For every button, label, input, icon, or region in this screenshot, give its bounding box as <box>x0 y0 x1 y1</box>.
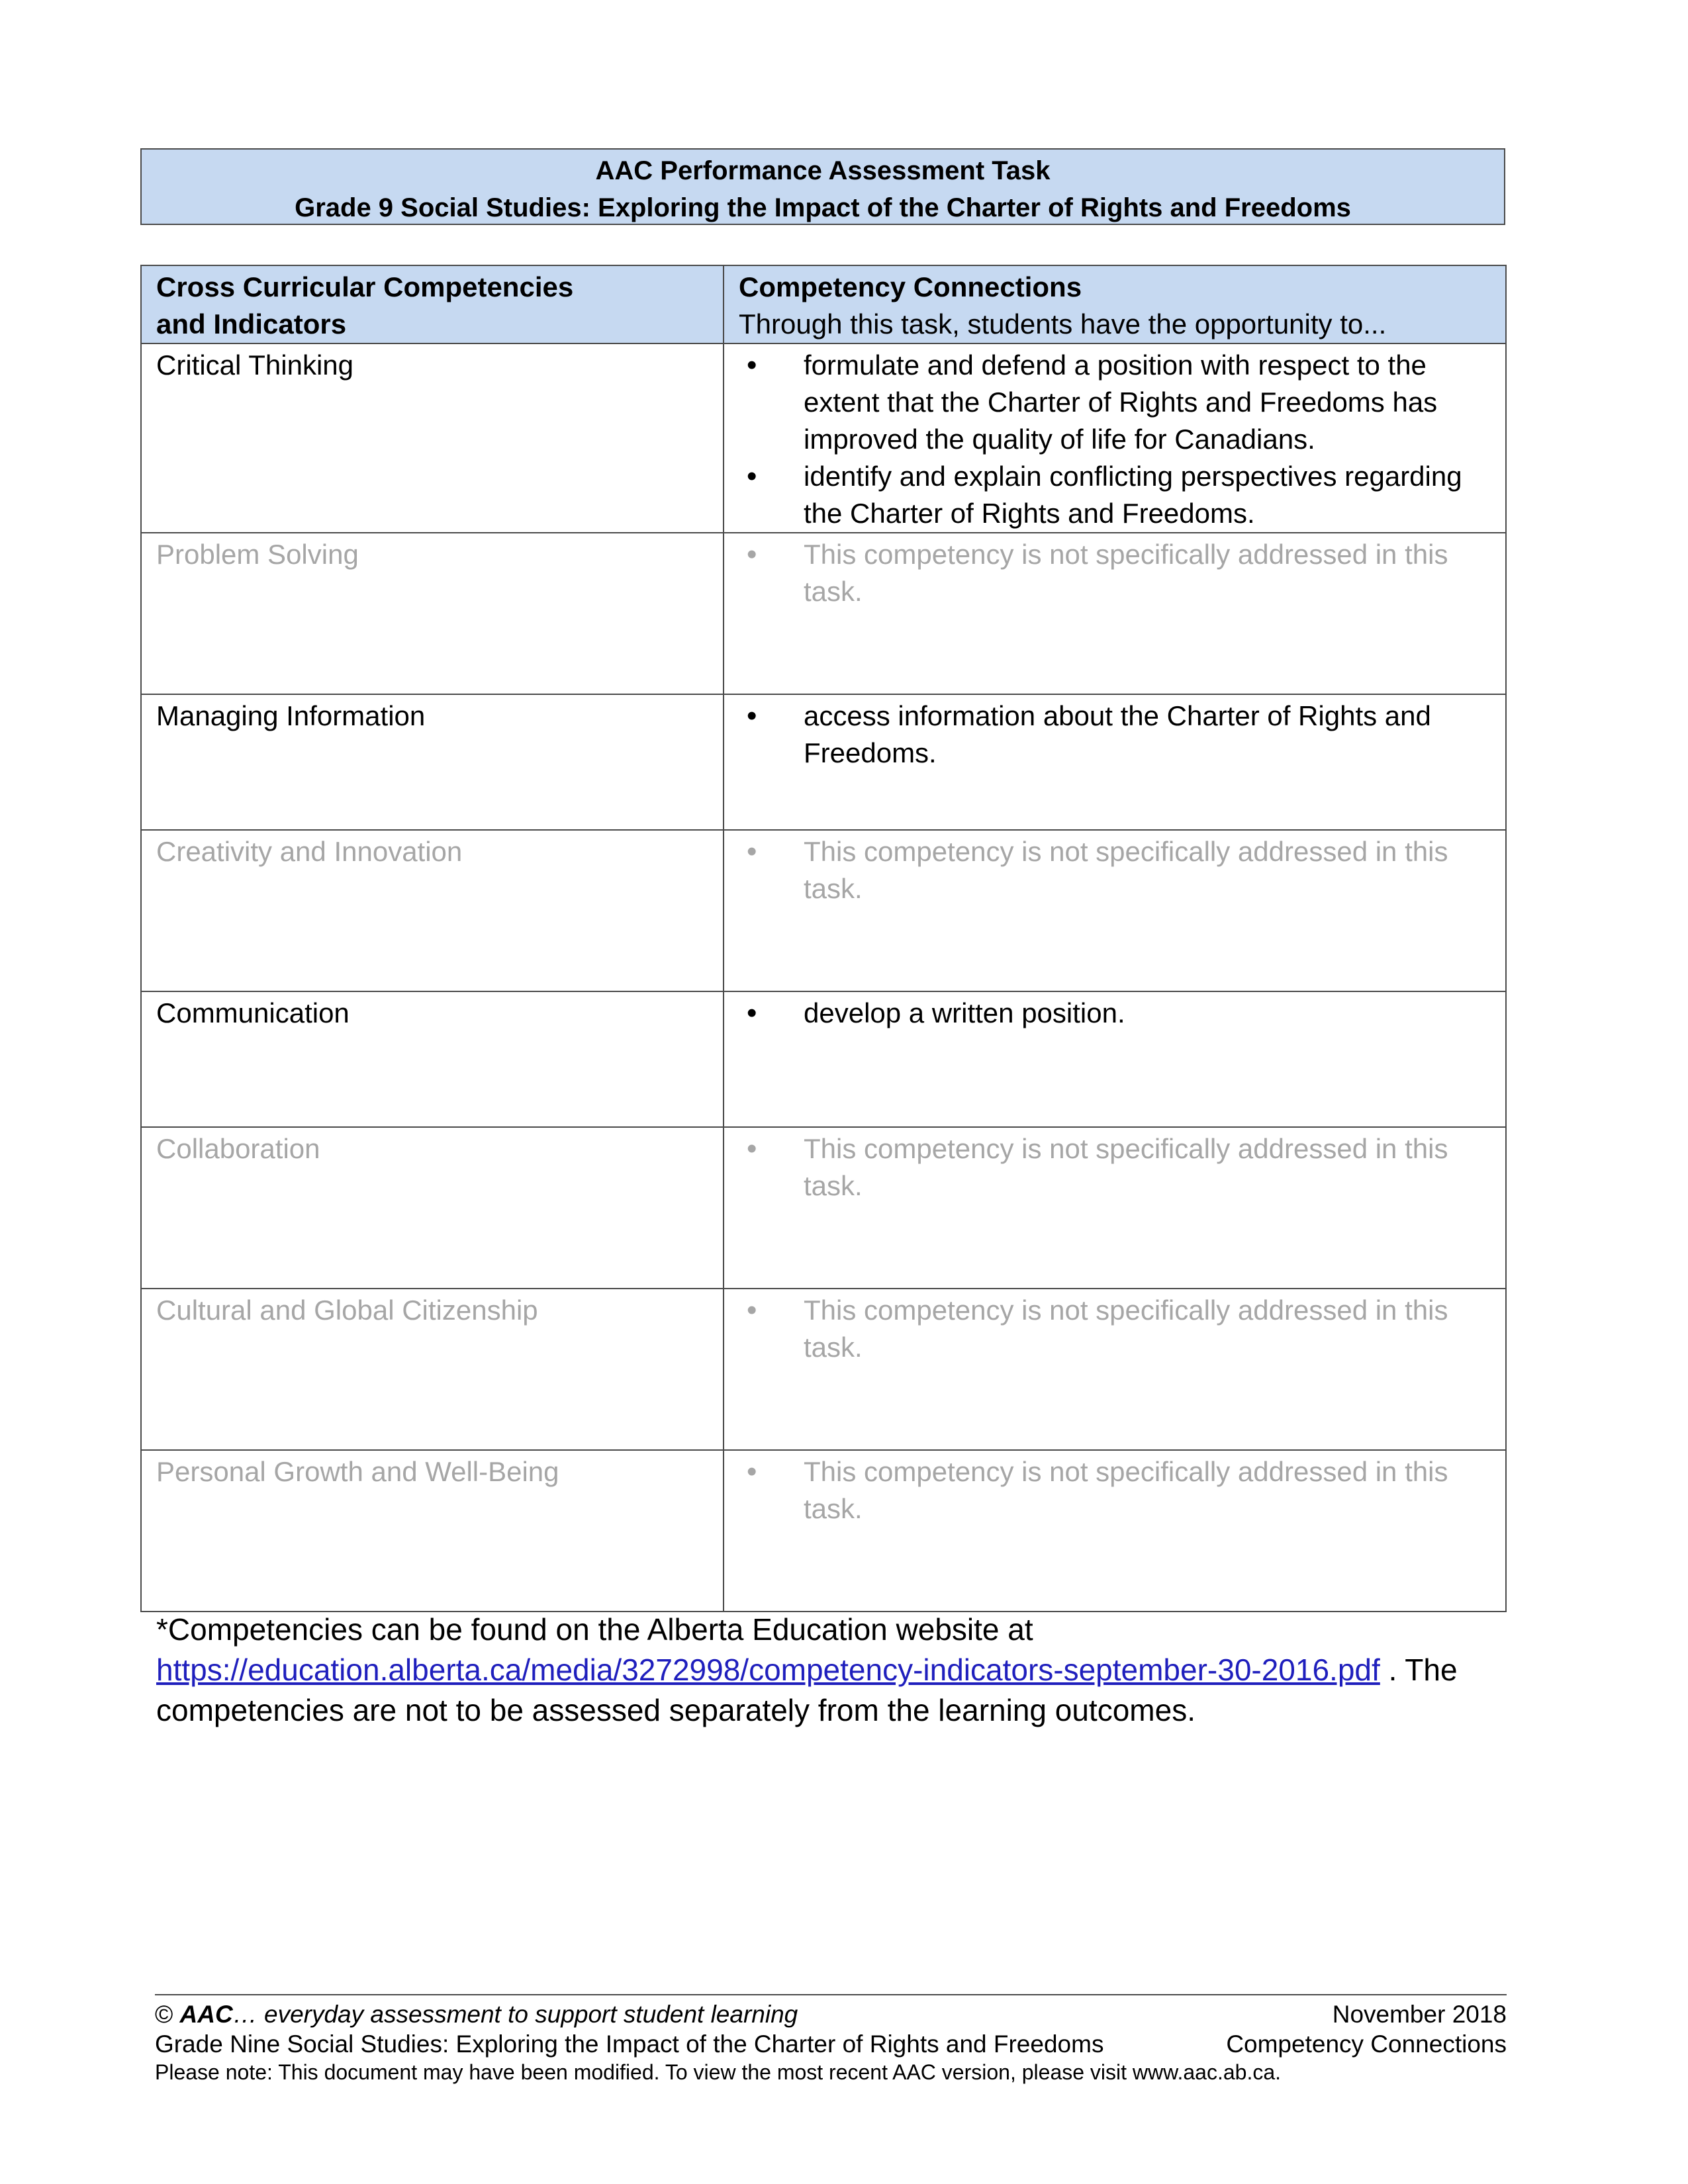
page-footer <box>155 1994 1507 2085</box>
copyright-symbol: © <box>155 2001 173 2028</box>
competency-connections <box>724 1127 1506 1289</box>
task-title: AAC Performance Assessment Task <box>595 156 1051 185</box>
table-row <box>141 343 1506 533</box>
list-item: • identify and explain conflicting perspectives regarding the Charter of Rights and Freedoms. <box>739 458 1491 532</box>
competency-connections <box>724 830 1506 991</box>
list-item: • formulate and defend a position with respect to the extent that the Charter of Rights and Freedoms has improved the quality of life for Canadians. <box>739 347 1491 458</box>
note-prefix: *Competencies can be found on the Alberta Education website at <box>156 1612 1033 1647</box>
competency-connections <box>724 533 1506 694</box>
list-item: • access information about the Charter of Rights and Freedoms. <box>739 698 1491 772</box>
table-header-row <box>141 265 1506 343</box>
list-item: • This competency is not specifically addressed in this task. <box>739 536 1491 610</box>
footer-tagline: … everyday assessment to support student learning <box>232 2001 798 2028</box>
competency-name: Critical Thinking <box>141 343 724 533</box>
note-body <box>156 1650 1507 1731</box>
list-item: • This competency is not specifically addressed in this task. <box>739 833 1491 907</box>
task-title-box <box>140 148 1505 225</box>
table-row <box>141 991 1506 1127</box>
table-row <box>141 694 1506 830</box>
competency-connections <box>724 1450 1506 1612</box>
competency-connections <box>724 694 1506 830</box>
competency-indicators-link[interactable]: https://education.alberta.ca/media/3272998/competency-indicators-september-30-2016.pdf <box>156 1653 1380 1687</box>
footer-row-2 <box>155 2029 1507 2059</box>
competency-name: Cultural and Global Citizenship <box>141 1289 724 1450</box>
task-subtitle: Grade 9 Social Studies: Exploring the Impact of the Charter of Rights and Freedoms <box>295 193 1351 222</box>
aac-brand: AAC <box>179 2001 233 2028</box>
column-header-competencies <box>141 265 724 343</box>
column-header-competencies-line2: and Indicators <box>156 308 347 340</box>
competency-connections <box>724 1289 1506 1450</box>
footer-tagline-group <box>155 1999 798 2029</box>
table-row <box>141 830 1506 991</box>
competency-name: Personal Growth and Well-Being <box>141 1450 724 1612</box>
competency-connections <box>724 343 1506 533</box>
list-item: • develop a written position. <box>739 995 1491 1032</box>
footer-doc-title: Grade Nine Social Studies: Exploring the Impact of the Charter of Rights and Freedoms <box>155 2030 1104 2058</box>
footer-date: November 2018 <box>1332 2001 1507 2028</box>
table-row <box>141 1450 1506 1612</box>
competency-name: Managing Information <box>141 694 724 830</box>
competencies-note <box>156 1610 1507 1731</box>
note-suffix: . The competencies are not to be assessed separately from the learning outcomes. <box>156 1653 1458 1727</box>
footer-doc-type: Competency Connections <box>1226 2030 1507 2058</box>
column-header-connections <box>724 265 1506 343</box>
table-row <box>141 1127 1506 1289</box>
competency-name: Collaboration <box>141 1127 724 1289</box>
competency-table <box>140 265 1507 1612</box>
list-item: • This competency is not specifically addressed in this task. <box>739 1453 1491 1527</box>
competency-name: Problem Solving <box>141 533 724 694</box>
table-row <box>141 1289 1506 1450</box>
competency-name: Communication <box>141 991 724 1127</box>
column-header-connections-title: Competency Connections <box>739 271 1082 302</box>
list-item: • This competency is not specifically addressed in this task. <box>739 1130 1491 1205</box>
column-header-competencies-line1: Cross Curricular Competencies <box>156 271 574 302</box>
column-header-connections-subtitle: Through this task, students have the opportunity to... <box>739 308 1387 340</box>
competency-connections <box>724 991 1506 1127</box>
footer-row-1 <box>155 1999 1507 2029</box>
table-row <box>141 533 1506 694</box>
competency-name: Creativity and Innovation <box>141 830 724 991</box>
list-item: • This competency is not specifically addressed in this task. <box>739 1292 1491 1366</box>
footer-disclaimer: Please note: This document may have been modified. To view the most recent AAC version, please visit www.aac.ab.ca. <box>155 2060 1282 2084</box>
